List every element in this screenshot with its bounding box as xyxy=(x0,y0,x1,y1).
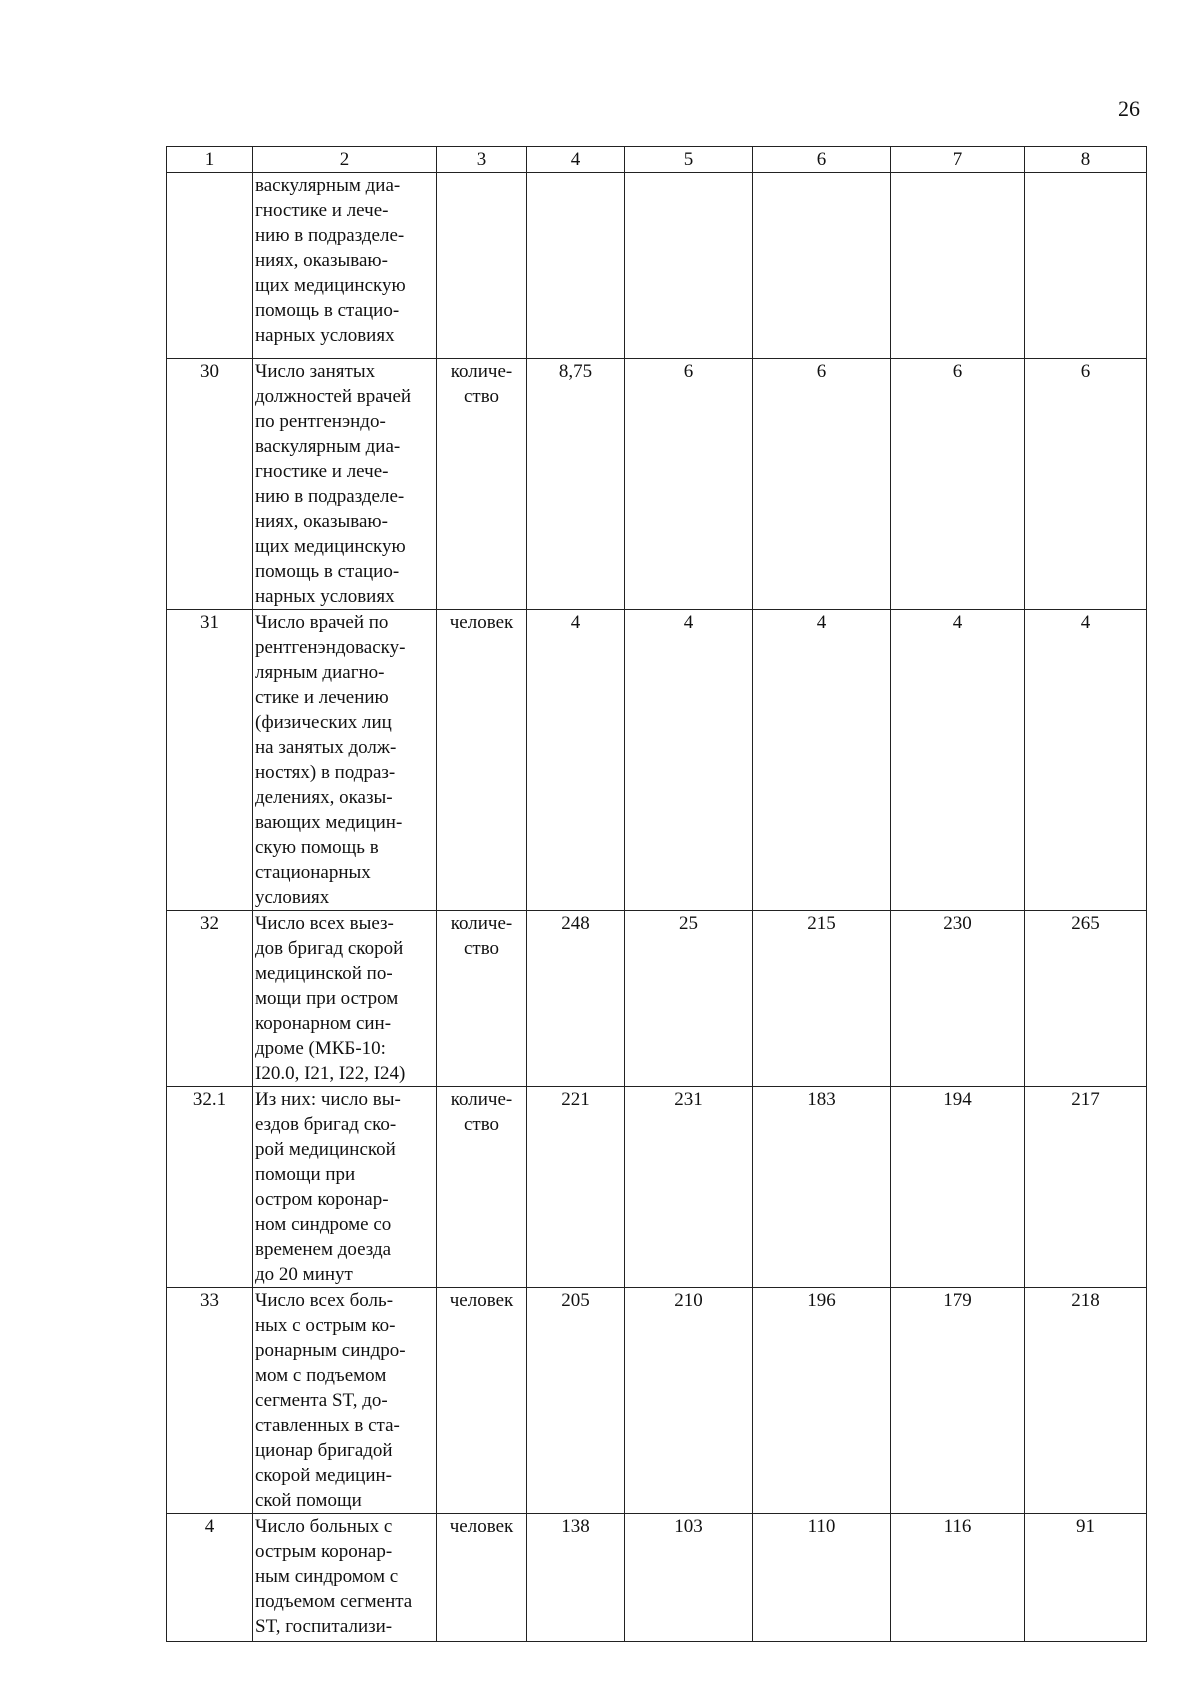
column-header: 3 xyxy=(437,147,527,173)
value-cell xyxy=(891,173,1025,359)
column-header: 4 xyxy=(527,147,625,173)
value-cell: 217 xyxy=(1025,1087,1147,1288)
unit-cell: количе- ство xyxy=(437,1087,527,1288)
row-number: 32.1 xyxy=(167,1087,253,1288)
indicator-name: Число занятых должностей врачей по рентгенэндо- васкулярным диа- гностике и лече- нию в подразделе- ниях, оказываю- щих медицинскую помощь в стацио- нарных условиях xyxy=(253,359,437,610)
value-cell: 91 xyxy=(1025,1514,1147,1642)
value-cell xyxy=(527,173,625,359)
table-row xyxy=(167,1514,1147,1642)
value-cell xyxy=(625,173,753,359)
table-row xyxy=(167,1087,1147,1288)
value-cell: 103 xyxy=(625,1514,753,1642)
unit-cell xyxy=(437,173,527,359)
value-cell: 6 xyxy=(753,359,891,610)
value-cell: 110 xyxy=(753,1514,891,1642)
indicator-name: Число врачей по рентгенэндоваску- лярным диагно- стике и лечению (физических лиц на занятых долж- ностях) в подраз- делениях, оказы- вающих медицин- скую помощь в стационарных условиях xyxy=(253,610,437,911)
value-cell: 6 xyxy=(891,359,1025,610)
header-row xyxy=(167,147,1147,173)
column-header: 8 xyxy=(1025,147,1147,173)
table-row xyxy=(167,1288,1147,1514)
value-cell: 230 xyxy=(891,911,1025,1087)
row-number: 31 xyxy=(167,610,253,911)
table-row xyxy=(167,359,1147,610)
value-cell: 4 xyxy=(625,610,753,911)
unit-cell: человек xyxy=(437,610,527,911)
value-cell: 221 xyxy=(527,1087,625,1288)
value-cell xyxy=(1025,173,1147,359)
value-cell: 4 xyxy=(1025,610,1147,911)
indicator-name: Из них: число вы- ездов бригад ско- рой медицинской помощи при остром коронар- ном синдроме со временем доезда до 20 минут xyxy=(253,1087,437,1288)
value-cell: 179 xyxy=(891,1288,1025,1514)
unit-cell: количе- ство xyxy=(437,359,527,610)
unit-cell: человек xyxy=(437,1514,527,1642)
value-cell: 183 xyxy=(753,1087,891,1288)
value-cell: 6 xyxy=(1025,359,1147,610)
column-header: 7 xyxy=(891,147,1025,173)
column-header: 2 xyxy=(253,147,437,173)
column-header: 5 xyxy=(625,147,753,173)
unit-cell: человек xyxy=(437,1288,527,1514)
value-cell: 248 xyxy=(527,911,625,1087)
value-cell xyxy=(753,173,891,359)
unit-cell: количе- ство xyxy=(437,911,527,1087)
value-cell: 138 xyxy=(527,1514,625,1642)
table-row xyxy=(167,173,1147,359)
row-number xyxy=(167,173,253,359)
indicator-name: Число всех боль- ных с острым ко- ронарным синдро- мом с подъемом сегмента ST, до- ставленных в ста- ционар бригадой скорой медицин- ской помощи xyxy=(253,1288,437,1514)
value-cell: 25 xyxy=(625,911,753,1087)
value-cell: 116 xyxy=(891,1514,1025,1642)
value-cell: 231 xyxy=(625,1087,753,1288)
value-cell: 4 xyxy=(753,610,891,911)
value-cell: 265 xyxy=(1025,911,1147,1087)
value-cell: 205 xyxy=(527,1288,625,1514)
column-header: 6 xyxy=(753,147,891,173)
indicator-name: Число всех выез- дов бригад скорой медицинской по- мощи при остром коронарном син- дроме (МКБ-10: I20.0, I21, I22, I24) xyxy=(253,911,437,1087)
value-cell: 6 xyxy=(625,359,753,610)
value-cell: 8,75 xyxy=(527,359,625,610)
value-cell: 210 xyxy=(625,1288,753,1514)
page-number: 26 xyxy=(1118,96,1140,121)
column-header: 1 xyxy=(167,147,253,173)
value-cell: 196 xyxy=(753,1288,891,1514)
row-number: 32 xyxy=(167,911,253,1087)
value-cell: 215 xyxy=(753,911,891,1087)
indicator-name: васкулярным диа- гностике и лече- нию в подразделе- ниях, оказываю- щих медицинскую помощь в стацио- нарных условиях xyxy=(253,173,437,359)
row-number: 33 xyxy=(167,1288,253,1514)
indicator-name: Число больных с острым коронар- ным синдромом с подъемом сегмента ST, госпитализи- xyxy=(253,1514,437,1642)
value-cell: 4 xyxy=(527,610,625,911)
row-number: 30 xyxy=(167,359,253,610)
value-cell: 194 xyxy=(891,1087,1025,1288)
indicator-table xyxy=(166,146,1147,1642)
value-cell: 4 xyxy=(891,610,1025,911)
row-number: 4 xyxy=(167,1514,253,1642)
value-cell: 218 xyxy=(1025,1288,1147,1514)
table-row xyxy=(167,911,1147,1087)
table-row xyxy=(167,610,1147,911)
